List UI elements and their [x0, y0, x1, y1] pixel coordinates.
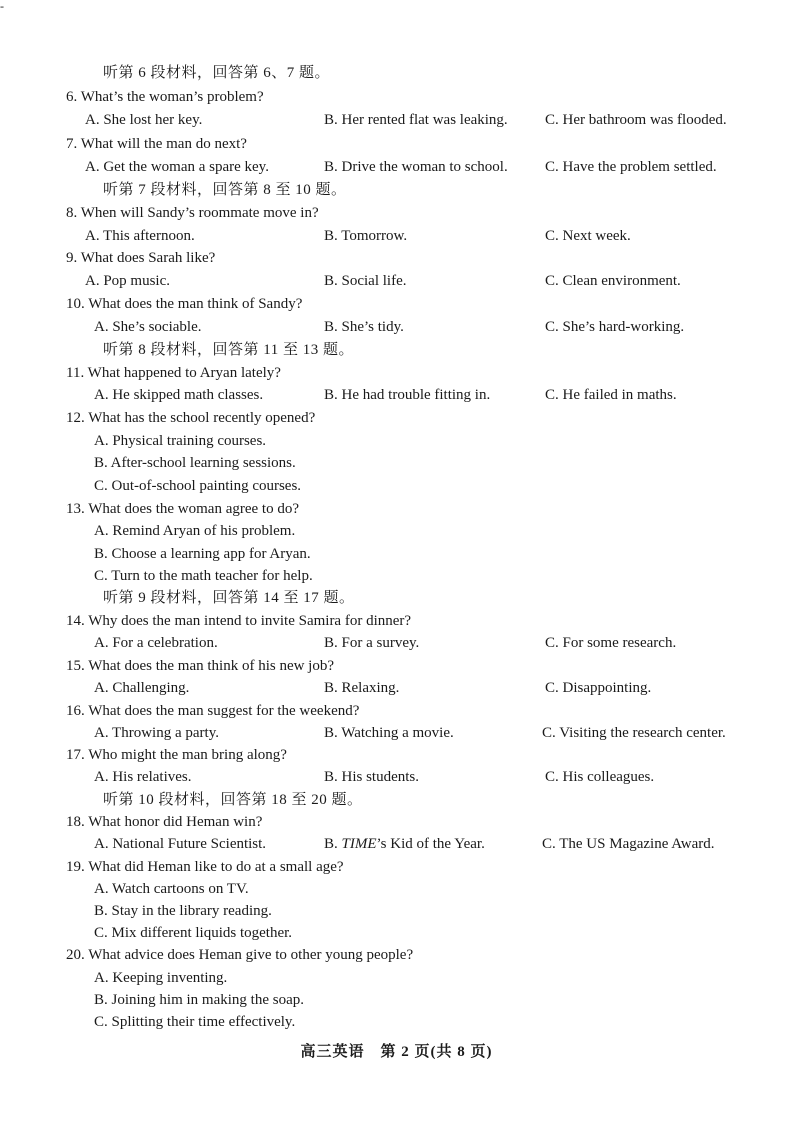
option-13a: A. Remind Aryan of his problem.: [94, 523, 296, 539]
option-8b: B. Tomorrow.: [324, 228, 408, 244]
option-10a: A. She’s sociable.: [94, 319, 202, 335]
option-8a: A. This afternoon.: [85, 228, 195, 244]
question-10: 10. What does the man think of Sandy?: [66, 296, 303, 312]
option-18b-italic: TIME: [341, 836, 377, 852]
option-6c: C. Her bathroom was flooded.: [545, 112, 727, 128]
option-15b: B. Relaxing.: [324, 680, 400, 696]
option-17a: A. His relatives.: [94, 769, 192, 785]
question-15: 15. What does the man think of his new job?: [66, 658, 335, 674]
question-14: 14. Why does the man intend to invite Samira for dinner?: [66, 613, 412, 629]
option-12a: A. Physical training courses.: [94, 433, 267, 449]
option-20c: C. Splitting their time effectively.: [94, 1014, 296, 1030]
section-instruction-8: 听第 8 段材料，回答第 11 至 13 题。: [103, 342, 354, 358]
question-18: 18. What honor did Heman win?: [66, 814, 263, 830]
question-19: 19. What did Heman like to do at a small age?: [66, 859, 344, 875]
option-14c: C. For some research.: [545, 635, 677, 651]
option-9b: B. Social life.: [324, 273, 407, 289]
question-8: 8. When will Sandy’s roommate move in?: [66, 205, 319, 221]
question-7: 7. What will the man do next?: [66, 136, 247, 152]
option-20b: B. Joining him in making the soap.: [94, 992, 304, 1008]
option-9a: A. Pop music.: [85, 273, 171, 289]
option-18a: A. National Future Scientist.: [94, 836, 267, 852]
question-20: 20. What advice does Heman give to other young people?: [66, 947, 414, 963]
option-15a: A. Challenging.: [94, 680, 190, 696]
option-20a: A. Keeping inventing.: [94, 970, 228, 986]
option-12b: B. After-school learning sessions.: [94, 455, 296, 471]
question-9: 9. What does Sarah like?: [66, 250, 216, 266]
option-8c: C. Next week.: [545, 228, 631, 244]
option-16c: C. Visiting the research center.: [542, 725, 726, 741]
option-15c: C. Disappointing.: [545, 680, 652, 696]
option-13b: B. Choose a learning app for Aryan.: [94, 546, 311, 562]
section-instruction-7: 听第 7 段材料，回答第 8 至 10 题。: [103, 182, 347, 198]
option-11b: B. He had trouble fitting in.: [324, 387, 491, 403]
section-instruction-9: 听第 9 段材料，回答第 14 至 17 题。: [103, 590, 355, 606]
option-9c: C. Clean environment.: [545, 273, 681, 289]
option-14a: A. For a celebration.: [94, 635, 218, 651]
section-instruction-6: 听第 6 段材料，回答第 6、7 题。: [103, 65, 331, 81]
option-7b: B. Drive the woman to school.: [324, 159, 508, 175]
option-18b-prefix: B.: [324, 836, 342, 852]
option-19c: C. Mix different liquids together.: [94, 925, 293, 941]
option-14b: B. For a survey.: [324, 635, 420, 651]
option-18c: C. The US Magazine Award.: [542, 836, 715, 852]
option-18b-suffix: ’s Kid of the Year.: [376, 836, 485, 852]
question-13: 13. What does the woman agree to do?: [66, 501, 299, 517]
option-19b: B. Stay in the library reading.: [94, 903, 272, 919]
section-instruction-10: 听第 10 段材料，回答第 18 至 20 题。: [103, 792, 363, 808]
option-11a: A. He skipped math classes.: [94, 387, 264, 403]
page-footer: 高三英语 第 2 页(共 8 页): [300, 1044, 493, 1060]
option-19a: A. Watch cartoons on TV.: [94, 881, 249, 897]
option-6a: A. She lost her key.: [85, 112, 203, 128]
option-18b: [324, 834, 485, 854]
question-11: 11. What happened to Aryan lately?: [66, 365, 281, 381]
option-13c: C. Turn to the math teacher for help.: [94, 568, 313, 584]
option-16a: A. Throwing a party.: [94, 725, 219, 741]
option-17c: C. His colleagues.: [545, 769, 655, 785]
question-17: 17. Who might the man bring along?: [66, 747, 287, 763]
option-10b: B. She’s tidy.: [324, 319, 404, 335]
option-7c: C. Have the problem settled.: [545, 159, 717, 175]
option-11c: C. He failed in maths.: [545, 387, 677, 403]
option-12c: C. Out-of-school painting courses.: [94, 478, 302, 494]
option-10c: C. She’s hard-working.: [545, 319, 685, 335]
option-6b: B. Her rented flat was leaking.: [324, 112, 508, 128]
option-16b: B. Watching a movie.: [324, 725, 454, 741]
question-6: 6. What’s the woman’s problem?: [66, 89, 264, 105]
option-7a: A. Get the woman a spare key.: [85, 159, 269, 175]
question-16: 16. What does the man suggest for the weekend?: [66, 703, 360, 719]
corner-mark: -: [0, 0, 4, 13]
option-17b: B. His students.: [324, 769, 420, 785]
question-12: 12. What has the school recently opened?: [66, 410, 316, 426]
